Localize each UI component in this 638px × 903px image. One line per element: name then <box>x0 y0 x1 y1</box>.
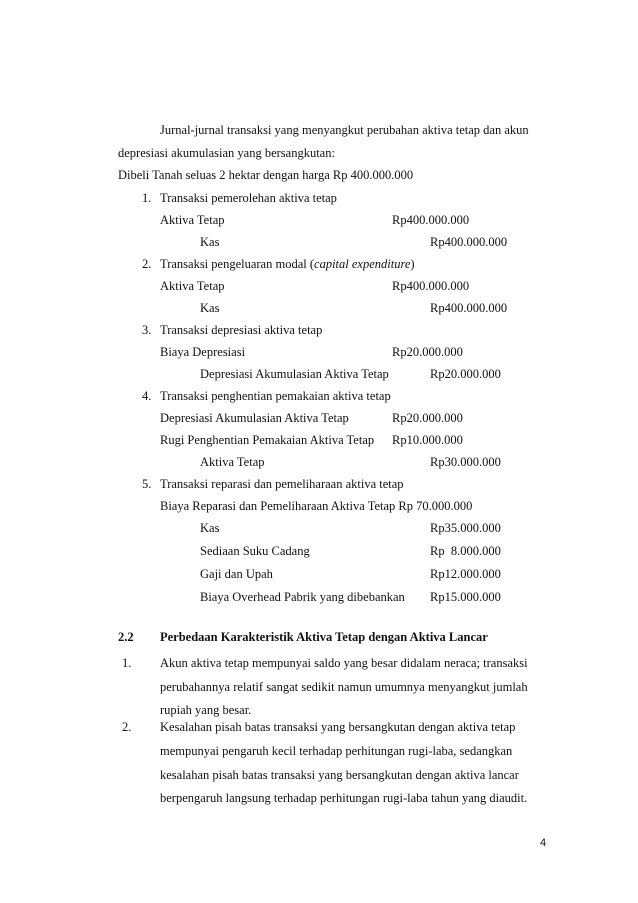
point-1-line-1: Akun aktiva tetap mempunyai saldo yang besar didalam neraca; transaksi <box>160 656 528 670</box>
journal-debit: Rp400.000.000 <box>392 213 470 227</box>
section-title: Perbedaan Karakteristik Aktiva Tetap dengan Aktiva Lancar <box>160 630 488 644</box>
journal-account: Depresiasi Akumulasian Aktiva Tetap <box>200 367 389 381</box>
point-2-line-3: kesalahan pisah batas transaksi yang bersangkutan dengan aktiva lancar <box>160 768 519 782</box>
journal-account: Rugi Penghentian Pemakaian Aktiva Tetap <box>160 433 375 447</box>
journal-account: Kas <box>200 521 220 535</box>
journal-account: Depresiasi Akumulasian Aktiva Tetap <box>160 411 349 425</box>
transaction-5-number: 5. <box>142 477 152 491</box>
section-number: 2.2 <box>118 630 134 644</box>
journal-credit: Rp400.000.000 <box>430 235 508 249</box>
point-2-line-1: Kesalahan pisah batas transaksi yang bersangkutan dengan aktiva tetap <box>160 720 516 734</box>
transaction-2-title <box>160 257 415 272</box>
point-2-line-2: mempunyai pengaruh kecil terhadap perhitungan rugi-laba, sedangkan <box>160 744 513 758</box>
page-number: 4 <box>540 837 547 849</box>
journal-debit: Rp20.000.000 <box>392 345 463 359</box>
journal-account: Gaji dan Upah <box>200 567 273 581</box>
journal-account: Aktiva Tetap <box>160 279 225 293</box>
journal-account: Sediaan Suku Cadang <box>200 544 310 558</box>
transaction-3-number: 3. <box>142 323 152 337</box>
journal-debit: Rp400.000.000 <box>392 279 470 293</box>
journal-credit: Rp 8.000.000 <box>430 544 501 558</box>
journal-credit: Rp15.000.000 <box>430 590 501 604</box>
journal-debit: Rp10.000.000 <box>392 433 463 447</box>
journal-account: Kas <box>200 235 220 249</box>
title-text-end: ) <box>410 257 415 271</box>
title-text: Transaksi pengeluaran modal ( <box>160 257 315 271</box>
journal-credit: Rp35.000.000 <box>430 521 501 535</box>
point-1-line-2: perubahannya relatif sangat sedikit namun umumnya menyangkut jumlah <box>160 680 528 694</box>
point-1-line-3: rupiah yang besar. <box>160 703 252 717</box>
intro-line-2: depresiasi akumulasian yang bersangkutan: <box>118 146 335 160</box>
journal-debit-line: Biaya Reparasi dan Pemeliharaan Aktiva Tetap Rp 70.000.000 <box>160 499 473 513</box>
point-2-line-4: berpengaruh langsung terhadap perhitungan rugi-laba tahun yang diaudit. <box>160 791 528 805</box>
title-italic-text: capital expenditure <box>314 257 411 271</box>
point-2-number: 2. <box>122 720 132 734</box>
journal-credit: Rp400.000.000 <box>430 301 508 315</box>
transaction-1-title: Transaksi pemerolehan aktiva tetap <box>160 191 337 205</box>
journal-debit: Rp20.000.000 <box>392 411 463 425</box>
transaction-5-title: Transaksi reparasi dan pemeliharaan aktiva tetap <box>160 477 404 491</box>
point-1-number: 1. <box>122 656 132 670</box>
journal-account: Kas <box>200 301 220 315</box>
journal-credit: Rp20.000.000 <box>430 367 501 381</box>
journal-credit: Rp12.000.000 <box>430 567 501 581</box>
journal-account: Aktiva Tetap <box>160 213 225 227</box>
transaction-4-number: 4. <box>142 389 152 403</box>
journal-credit: Rp30.000.000 <box>430 455 501 469</box>
transaction-1-number: 1. <box>142 191 152 205</box>
intro-line-3: Dibeli Tanah seluas 2 hektar dengan harga Rp 400.000.000 <box>118 168 414 182</box>
transaction-4-title: Transaksi penghentian pemakaian aktiva tetap <box>160 389 391 403</box>
journal-account: Biaya Depresiasi <box>160 345 246 359</box>
transaction-2-number: 2. <box>142 257 152 271</box>
journal-account: Aktiva Tetap <box>200 455 265 469</box>
intro-line-1: Jurnal-jurnal transaksi yang menyangkut perubahan aktiva tetap dan akun <box>160 123 529 137</box>
transaction-3-title: Transaksi depresiasi aktiva tetap <box>160 323 323 337</box>
journal-account: Biaya Overhead Pabrik yang dibebankan <box>200 590 405 604</box>
